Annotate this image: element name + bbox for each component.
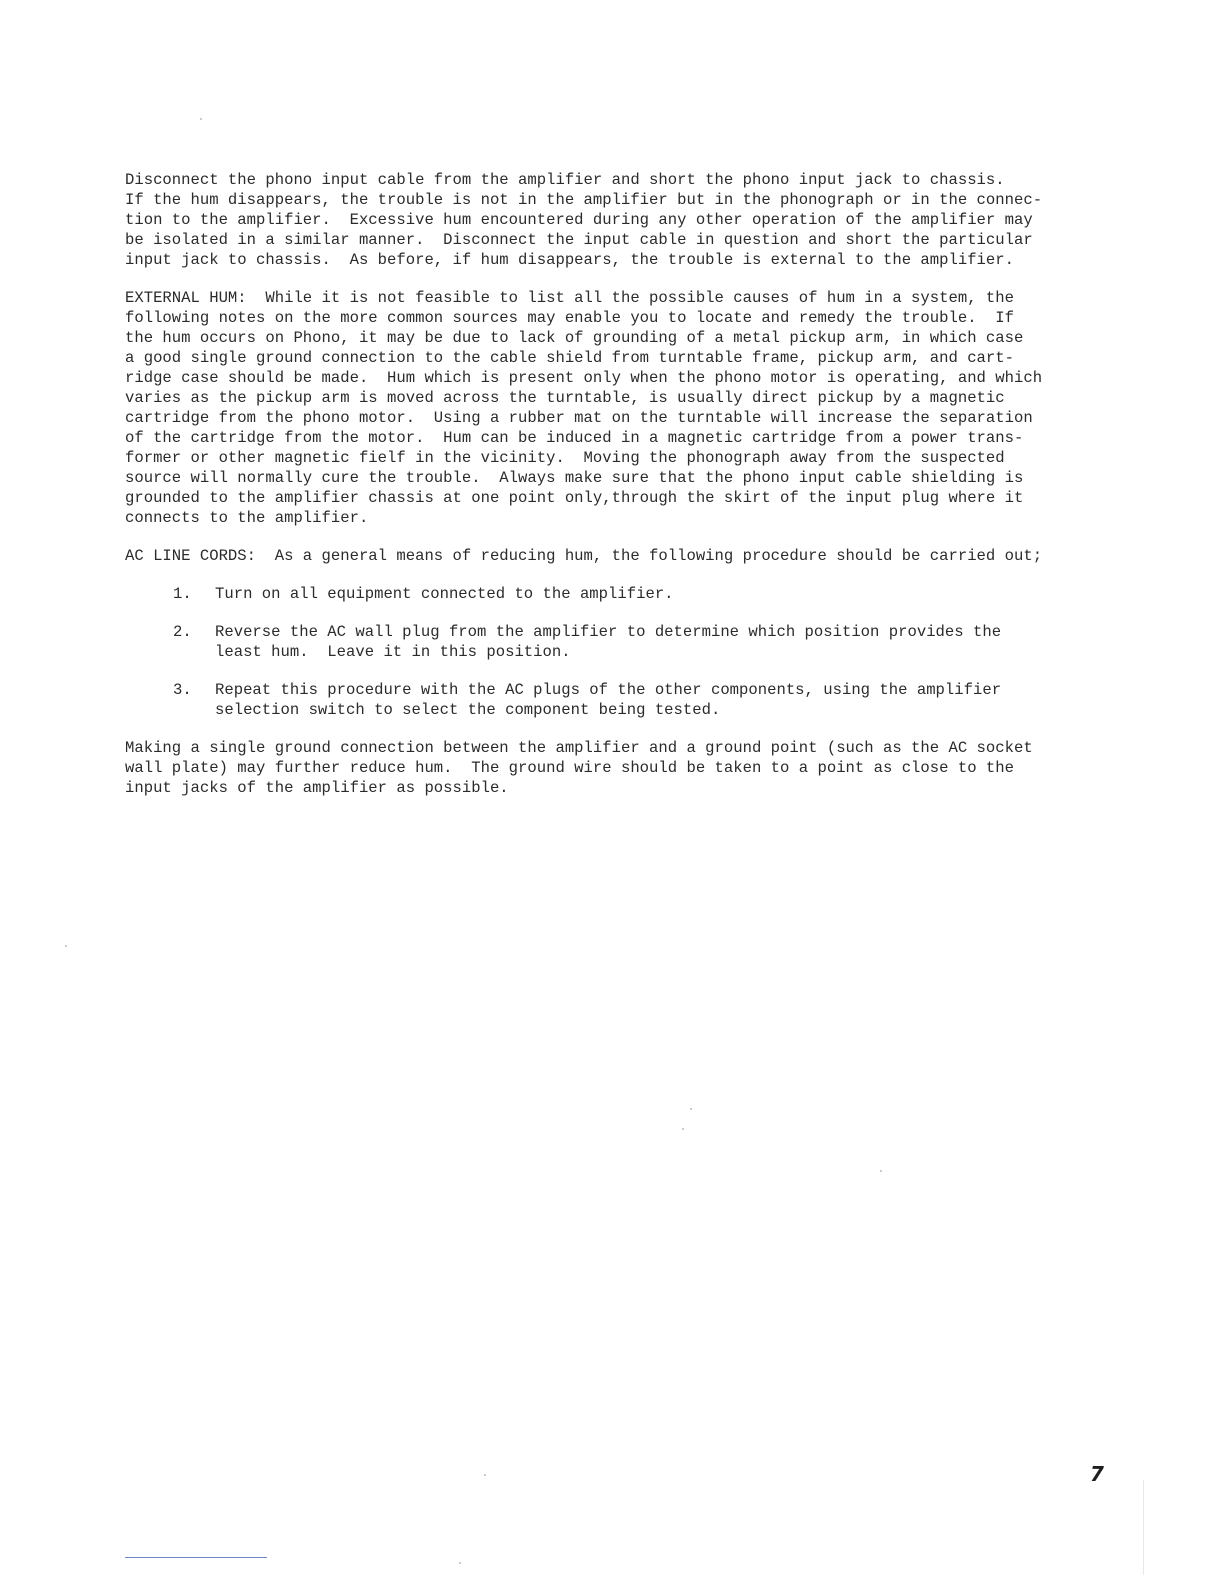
- text-line: Turn on all equipment connected to the amplifier.: [215, 585, 674, 603]
- text-line: following notes on the more common sources may enable you to locate and remedy the trouble. If: [125, 309, 1014, 327]
- scan-speck: [880, 1170, 882, 1172]
- text-line: former or other magnetic fielf in the vicinity. Moving the phonograph away from the suspected: [125, 449, 1005, 467]
- text-line: grounded to the amplifier chassis at one point only,through the skirt of the input plug where it: [125, 489, 1024, 507]
- paragraph-spacer: [125, 566, 1110, 584]
- text-line: cartridge from the phono motor. Using a rubber mat on the turntable will increase the separation: [125, 409, 1033, 427]
- text-line: ridge case should be made. Hum which is present only when the phono motor is operating, and which: [125, 369, 1043, 387]
- text-line: If the hum disappears, the trouble is not in the amplifier but in the phonograph or in the connec-: [125, 191, 1043, 209]
- text-line: selection switch to select the component being tested.: [215, 701, 721, 719]
- list-item-number: 2.: [173, 623, 192, 641]
- paragraph-spacer: [125, 528, 1110, 546]
- scan-speck: [459, 1562, 461, 1564]
- text-line: input jack to chassis. As before, if hum disappears, the trouble is external to the amplifier.: [125, 251, 1014, 269]
- list-item-text: [215, 584, 1110, 604]
- list-item-number: 3.: [173, 681, 192, 699]
- text-line: Making a single ground connection between the amplifier and a ground point (such as the AC socket: [125, 739, 1033, 757]
- text-line: input jacks of the amplifier as possible.: [125, 779, 509, 797]
- scan-speck: [690, 1108, 692, 1110]
- text-line: Reverse the AC wall plug from the amplifier to determine which position provides the: [215, 623, 1002, 641]
- text-line: EXTERNAL HUM: While it is not feasible to list all the possible causes of hum in a system, the: [125, 289, 1014, 307]
- list-item: [173, 584, 1110, 604]
- footer-rule: [125, 1557, 267, 1558]
- text-line: the hum occurs on Phono, it may be due to lack of grounding of a metal pickup arm, in which case: [125, 329, 1024, 347]
- list-item-text: [215, 680, 1110, 720]
- paragraph-spacer: [125, 270, 1110, 288]
- paragraph-phono-input-test: [125, 170, 1110, 270]
- text-line: a good single ground connection to the cable shield from turntable frame, pickup arm, and cart-: [125, 349, 1014, 367]
- paragraph-single-ground: [125, 738, 1110, 798]
- text-line: Disconnect the phono input cable from the amplifier and short the phono input jack to chassis.: [125, 171, 1005, 189]
- paragraph-ac-line-cords: [125, 546, 1110, 566]
- text-line: wall plate) may further reduce hum. The ground wire should be taken to a point as close to the: [125, 759, 1014, 777]
- text-line: source will normally cure the trouble. Always make sure that the phono input cable shielding is: [125, 469, 1024, 487]
- text-line: tion to the amplifier. Excessive hum encountered during any other operation of the amplifier may: [125, 211, 1033, 229]
- scan-speck: [200, 118, 202, 120]
- procedure-list: [125, 584, 1110, 720]
- text-line: connects to the amplifier.: [125, 509, 369, 527]
- text-line: of the cartridge from the motor. Hum can be induced in a magnetic cartridge from a power trans-: [125, 429, 1024, 447]
- scan-speck: [65, 945, 67, 947]
- body-text: [125, 170, 1110, 798]
- list-item: [173, 680, 1110, 720]
- scan-edge-mark: [1143, 1480, 1144, 1575]
- paragraph-external-hum: [125, 288, 1110, 528]
- list-item: [173, 622, 1110, 662]
- text-line: least hum. Leave it in this position.: [215, 643, 571, 661]
- text-line: Repeat this procedure with the AC plugs of the other components, using the amplifier: [215, 681, 1002, 699]
- scan-speck: [484, 1474, 486, 1476]
- page-number: 7: [1090, 1462, 1104, 1486]
- scan-speck: [682, 1128, 684, 1130]
- text-line: varies as the pickup arm is moved across the turntable, is usually direct pickup by a magnetic: [125, 389, 1005, 407]
- list-item-text: [215, 622, 1110, 662]
- text-line: be isolated in a similar manner. Disconnect the input cable in question and short the particular: [125, 231, 1033, 249]
- list-item-number: 1.: [173, 585, 192, 603]
- text-line: AC LINE CORDS: As a general means of reducing hum, the following procedure should be carried out;: [125, 547, 1043, 565]
